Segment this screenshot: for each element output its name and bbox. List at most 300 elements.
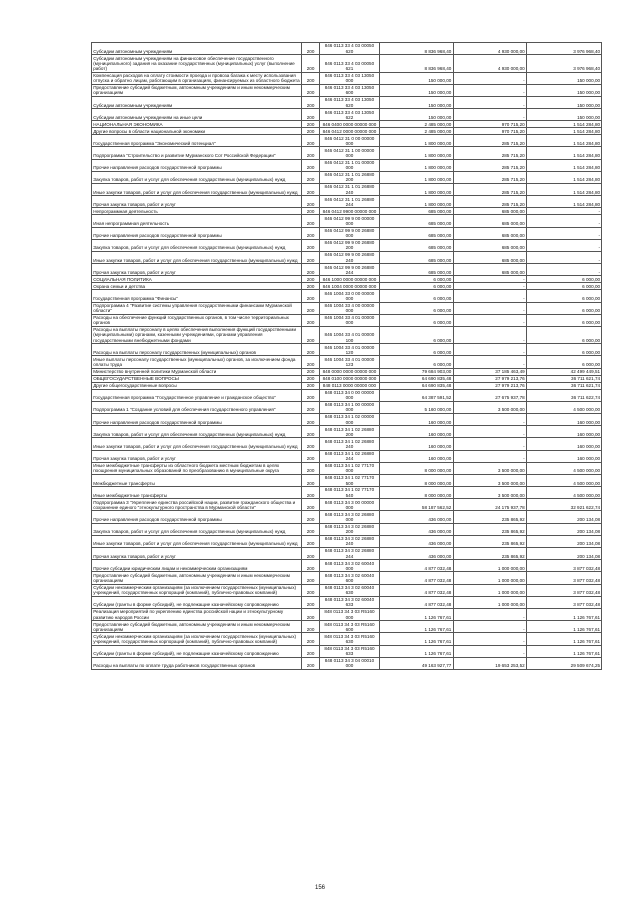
row-unexecuted-amount: 4 500 000,00 xyxy=(526,474,601,486)
row-classification-code: 848 0113 34 1 02 77170 540 xyxy=(319,487,379,499)
table-row xyxy=(92,326,602,343)
row-unexecuted-amount: - xyxy=(526,215,601,227)
table-row xyxy=(92,584,602,596)
row-unexecuted-amount: 3 877 032,48 xyxy=(526,596,601,608)
row-description: Расходы на выплаты персоналу государственных (муниципальных) органов xyxy=(92,344,302,356)
row-executed-amount: 24 175 937,78 xyxy=(453,499,526,511)
row-approved-amount: 6 000,00 xyxy=(380,344,453,356)
row-classification-code: 846 0412 31 1 01 26880 200 xyxy=(319,171,379,183)
row-approved-amount: 436 000,00 xyxy=(380,511,453,523)
row-approved-amount: 160 000,00 xyxy=(380,450,453,462)
row-unexecuted-amount: 6 000,00 xyxy=(526,314,601,326)
row-executed-amount: 27 979 213,76 xyxy=(453,382,526,389)
row-line-code: 200 xyxy=(302,645,319,657)
row-unexecuted-amount: 1 514 284,80 xyxy=(526,128,601,135)
row-classification-code: 848 0113 34 3 02 60040 600 xyxy=(319,572,379,584)
row-executed-amount: 3 500 000,00 xyxy=(453,487,526,499)
row-line-code: 200 xyxy=(302,239,319,251)
table-row xyxy=(92,84,602,96)
row-description: Субсидии автономным учреждениям xyxy=(92,43,302,55)
row-unexecuted-amount: 4 500 000,00 xyxy=(526,487,601,499)
table-row xyxy=(92,55,602,72)
table-row xyxy=(92,302,602,314)
row-executed-amount: 685 000,00 xyxy=(453,264,526,276)
table-row xyxy=(92,375,602,382)
row-line-code: 200 xyxy=(302,326,319,343)
row-unexecuted-amount: 1 514 284,80 xyxy=(526,147,601,159)
row-classification-code: 848 0113 34 3 00 00000 000 xyxy=(319,499,379,511)
table-row xyxy=(92,344,602,356)
row-line-code: 200 xyxy=(302,264,319,276)
row-classification-code: 848 0113 34 1 02 00000 000 xyxy=(319,413,379,425)
row-classification-code: 848 0113 34 0 00 00000 000 xyxy=(319,389,379,401)
table-row xyxy=(92,596,602,608)
row-unexecuted-amount: 36 711 621,74 xyxy=(526,382,601,389)
row-line-code: 200 xyxy=(302,283,319,290)
row-approved-amount: 6 000,00 xyxy=(380,276,453,283)
row-executed-amount: - xyxy=(453,314,526,326)
row-classification-code: 848 0113 34 3 02 60040 630 xyxy=(319,584,379,596)
table-row xyxy=(92,450,602,462)
row-classification-code: 848 0113 34 3 04 00010 000 xyxy=(319,657,379,669)
row-description: Закупка товаров, работ и услуг для обеспечения государственных (муниципальных) нужд xyxy=(92,426,302,438)
row-executed-amount: - xyxy=(453,326,526,343)
row-description: Закупка товаров, работ и услуг для обеспечения государственных (муниципальных) нужд xyxy=(92,239,302,251)
table-row xyxy=(92,135,602,147)
row-line-code: 200 xyxy=(302,96,319,108)
row-approved-amount: 2 485 000,00 xyxy=(380,121,453,128)
row-executed-amount: - xyxy=(453,645,526,657)
row-description: Предоставление субсидий бюджетным, автономным учреждениям и иным некоммерческим организациям xyxy=(92,84,302,96)
row-approved-amount: 436 000,00 xyxy=(380,535,453,547)
row-unexecuted-amount: 3 877 032,48 xyxy=(526,572,601,584)
row-executed-amount: 285 715,20 xyxy=(453,135,526,147)
row-classification-code: 846 0113 33 4 03 00050 621 xyxy=(319,55,379,72)
row-executed-amount: - xyxy=(453,283,526,290)
row-classification-code: 846 0400 0000 00000 000 xyxy=(319,121,379,128)
row-classification-code: 848 0113 34 3 02 26880 000 xyxy=(319,511,379,523)
row-approved-amount: 685 000,00 xyxy=(380,215,453,227)
row-executed-amount: - xyxy=(453,608,526,620)
row-approved-amount: 5 160 000,00 xyxy=(380,401,453,413)
row-approved-amount: 150 000,00 xyxy=(380,96,453,108)
row-approved-amount: 6 000,00 xyxy=(380,290,453,302)
row-description: Подпрограмма 3 "Укрепление единства российской нации, развитие гражданского общества и сохранение единого "этнокультурного пространства в Мурманской области" xyxy=(92,499,302,511)
table-row xyxy=(92,487,602,499)
row-executed-amount: - xyxy=(453,413,526,425)
row-executed-amount: - xyxy=(453,276,526,283)
row-unexecuted-amount: 4 500 000,00 xyxy=(526,462,601,474)
table-row xyxy=(92,196,602,208)
row-executed-amount: 685 000,00 xyxy=(453,215,526,227)
table-row xyxy=(92,621,602,633)
row-description: Другие вопросы в области национальной экономики xyxy=(92,128,302,135)
row-line-code: 200 xyxy=(302,596,319,608)
row-description: Другие общегосударственные вопросы xyxy=(92,382,302,389)
table-row xyxy=(92,128,602,135)
row-executed-amount: 235 865,92 xyxy=(453,523,526,535)
table-row xyxy=(92,572,602,584)
row-description: Прочие направления расходов государственной программы xyxy=(92,227,302,239)
row-description: ОБЩЕГОСУДАРСТВЕННЫЕ ВОПРОСЫ xyxy=(92,375,302,382)
row-approved-amount: 79 684 903,00 xyxy=(380,368,453,375)
row-executed-amount: 3 500 000,00 xyxy=(453,474,526,486)
row-line-code: 200 xyxy=(302,109,319,121)
row-classification-code: 848 0113 34 1 02 26880 240 xyxy=(319,438,379,450)
row-unexecuted-amount: - xyxy=(526,227,601,239)
row-line-code: 200 xyxy=(302,633,319,645)
row-unexecuted-amount: 1 126 767,61 xyxy=(526,608,601,620)
row-description: Иные закупки товаров, работ и услуг для обеспечения государственных (муниципальных) нужд xyxy=(92,535,302,547)
table-row xyxy=(92,147,602,159)
row-line-code: 200 xyxy=(302,121,319,128)
row-line-code: 200 xyxy=(302,344,319,356)
row-classification-code: 846 0113 33 4 03 13050 622 xyxy=(319,109,379,121)
row-classification-code: 846 0113 33 4 03 13050 600 xyxy=(319,84,379,96)
row-approved-amount: 6 000,00 xyxy=(380,326,453,343)
row-description: Подпрограмма "Строительство и развитие Мурманского Сот Российской Федерации" xyxy=(92,147,302,159)
row-description: Субсидии некоммерческим организациям (за исключением государственных (муниципальных) учреждений, государственных корпораций (компаний), публично-правовых компаний) xyxy=(92,584,302,596)
row-line-code: 200 xyxy=(302,499,319,511)
table-row xyxy=(92,227,602,239)
row-unexecuted-amount: 4 500 000,00 xyxy=(526,401,601,413)
row-classification-code: 848 0113 34 3 03 R5160 600 xyxy=(319,621,379,633)
row-line-code: 200 xyxy=(302,375,319,382)
table-row xyxy=(92,548,602,560)
row-unexecuted-amount: 160 000,00 xyxy=(526,426,601,438)
table-row xyxy=(92,438,602,450)
row-unexecuted-amount: 3 976 968,40 xyxy=(526,43,601,55)
row-unexecuted-amount: 1 514 284,80 xyxy=(526,184,601,196)
row-approved-amount: 8 836 968,40 xyxy=(380,43,453,55)
table-row xyxy=(92,413,602,425)
row-approved-amount: 6 000,00 xyxy=(380,302,453,314)
row-approved-amount: 150 000,00 xyxy=(380,72,453,84)
row-line-code: 200 xyxy=(302,184,319,196)
row-executed-amount: 1 000 000,00 xyxy=(453,584,526,596)
row-description: Субсидии (гранты в форме субсидий), не подлежащие казначейскому сопровождению xyxy=(92,645,302,657)
row-executed-amount: - xyxy=(453,109,526,121)
row-description: Расходы на выплаты персоналу в целях обеспечения выполнения функций государственными (муниципальными) органами, казенными учреждениями, органами управления государственными внебюджетными фондами xyxy=(92,326,302,343)
row-executed-amount: 685 000,00 xyxy=(453,227,526,239)
row-unexecuted-amount: - xyxy=(526,239,601,251)
row-unexecuted-amount: 29 509 674,25 xyxy=(526,657,601,669)
row-unexecuted-amount: 3 877 032,48 xyxy=(526,560,601,572)
row-executed-amount: - xyxy=(453,344,526,356)
row-classification-code: 846 0412 99 9 00 26880 244 xyxy=(319,264,379,276)
row-line-code: 200 xyxy=(302,608,319,620)
table-row xyxy=(92,511,602,523)
row-unexecuted-amount: 6 000,00 xyxy=(526,302,601,314)
row-classification-code: 846 0412 31 0 00 00000 000 xyxy=(319,135,379,147)
row-line-code: 200 xyxy=(302,128,319,135)
row-unexecuted-amount: 6 000,00 xyxy=(526,283,601,290)
row-unexecuted-amount: 160 000,00 xyxy=(526,438,601,450)
row-line-code: 200 xyxy=(302,251,319,263)
row-unexecuted-amount: 6 000,00 xyxy=(526,344,601,356)
row-approved-amount: 436 000,00 xyxy=(380,523,453,535)
row-approved-amount: 4 877 032,48 xyxy=(380,572,453,584)
row-executed-amount: 4 930 000,00 xyxy=(453,43,526,55)
row-classification-code: 848 0113 34 3 02 26880 244 xyxy=(319,548,379,560)
row-approved-amount: 4 877 032,48 xyxy=(380,584,453,596)
row-description: Иные межбюджетные трансферты из областного бюджета местным бюджетам в целях поощрения муниципальных образований по преобразованию в муниципальные округа xyxy=(92,462,302,474)
row-executed-amount: - xyxy=(453,96,526,108)
row-executed-amount: - xyxy=(453,84,526,96)
row-description: Иные закупки товаров, работ и услуг для обеспечения государственных (муниципальных) нужд xyxy=(92,184,302,196)
row-executed-amount: - xyxy=(453,356,526,368)
table-row xyxy=(92,215,602,227)
row-classification-code: 846 0412 31 1 01 26880 244 xyxy=(319,196,379,208)
row-line-code: 200 xyxy=(302,196,319,208)
row-description: Охрана семьи и детства xyxy=(92,283,302,290)
row-approved-amount: 1 126 767,61 xyxy=(380,633,453,645)
row-line-code: 200 xyxy=(302,276,319,283)
row-approved-amount: 64 690 835,48 xyxy=(380,382,453,389)
row-unexecuted-amount: 1 514 284,80 xyxy=(526,159,601,171)
row-classification-code: 846 0412 31 1 01 00000 000 xyxy=(319,159,379,171)
row-approved-amount: 1 800 000,00 xyxy=(380,159,453,171)
table-row xyxy=(92,401,602,413)
row-classification-code: 846 0412 99 9 00 26880 000 xyxy=(319,227,379,239)
row-line-code: 200 xyxy=(302,572,319,584)
row-approved-amount: 1 800 000,00 xyxy=(380,135,453,147)
table-row xyxy=(92,633,602,645)
row-unexecuted-amount: 1 126 767,61 xyxy=(526,621,601,633)
row-description: Прочая закупка товаров, работ и услуг xyxy=(92,264,302,276)
row-description: Предоставление субсидий бюджетным, автономным учреждениям и иным некоммерческим организациям xyxy=(92,621,302,633)
row-description: Иная непрограммная деятельность xyxy=(92,215,302,227)
row-description: Иные выплаты персоналу государственных (муниципальных) органов, за исключением фонда оплаты труда xyxy=(92,356,302,368)
table-row xyxy=(92,159,602,171)
row-unexecuted-amount: 1 514 284,80 xyxy=(526,135,601,147)
row-unexecuted-amount: 1 514 284,80 xyxy=(526,121,601,128)
row-line-code: 200 xyxy=(302,401,319,413)
row-classification-code: 848 0113 0000 00000 000 xyxy=(319,382,379,389)
row-executed-amount: - xyxy=(453,633,526,645)
row-unexecuted-amount: 36 711 621,74 xyxy=(526,375,601,382)
row-line-code: 200 xyxy=(302,208,319,215)
row-classification-code: 846 0412 99 9 00 26880 240 xyxy=(319,251,379,263)
row-line-code: 200 xyxy=(302,450,319,462)
table-row xyxy=(92,657,602,669)
row-unexecuted-amount: 200 134,08 xyxy=(526,548,601,560)
row-approved-amount: 4 877 032,48 xyxy=(380,560,453,572)
row-unexecuted-amount: 3 877 032,48 xyxy=(526,584,601,596)
row-classification-code: 848 0113 34 3 03 R5160 630 xyxy=(319,633,379,645)
row-executed-amount: 285 715,20 xyxy=(453,147,526,159)
table-row xyxy=(92,368,602,375)
row-executed-amount: 1 000 000,00 xyxy=(453,596,526,608)
row-approved-amount: 8 000 000,00 xyxy=(380,487,453,499)
table-row xyxy=(92,523,602,535)
row-executed-amount: 685 000,00 xyxy=(453,208,526,215)
row-classification-code: 846 0412 31 1 01 26880 240 xyxy=(319,184,379,196)
row-description: Компенсация расходов на оплату стоимости проезда и провоза багажа к месту использования отпуска и обратно лицам, работающим в организациях, финансируемых из областного бюджета xyxy=(92,72,302,84)
row-description: НАЦИОНАЛЬНАЯ ЭКОНОМИКА xyxy=(92,121,302,128)
row-line-code: 200 xyxy=(302,227,319,239)
row-description: СОЦИАЛЬНАЯ ПОЛИТИКА xyxy=(92,276,302,283)
row-approved-amount: 4 877 032,48 xyxy=(380,596,453,608)
row-description: Прочие субсидии юридическим лицам и некоммерческим организациям xyxy=(92,560,302,572)
row-approved-amount: 685 000,00 xyxy=(380,227,453,239)
row-description: Министерство внутренней политики Мурманской области xyxy=(92,368,302,375)
row-description: Межбюджетные трансферты xyxy=(92,474,302,486)
row-classification-code: 846 0412 99 9 00 00000 000 xyxy=(319,215,379,227)
row-executed-amount: - xyxy=(453,72,526,84)
row-approved-amount: 685 000,00 xyxy=(380,251,453,263)
row-description: Непрограммная деятельность xyxy=(92,208,302,215)
row-executed-amount: - xyxy=(453,302,526,314)
row-description: Субсидии автономным учреждениям xyxy=(92,96,302,108)
row-approved-amount: 160 000,00 xyxy=(380,413,453,425)
row-description: Прочая закупка товаров, работ и услуг xyxy=(92,196,302,208)
row-unexecuted-amount: 160 000,00 xyxy=(526,413,601,425)
row-description: Прочие направления расходов государственной программы xyxy=(92,159,302,171)
row-line-code: 200 xyxy=(302,560,319,572)
row-executed-amount: 19 653 253,52 xyxy=(453,657,526,669)
row-unexecuted-amount: - xyxy=(526,251,601,263)
row-unexecuted-amount: 6 000,00 xyxy=(526,290,601,302)
row-approved-amount: 160 000,00 xyxy=(380,426,453,438)
row-unexecuted-amount: 1 126 767,61 xyxy=(526,645,601,657)
row-classification-code: 846 1004 0000 00000 000 xyxy=(319,283,379,290)
row-description: Государственная программа "Экономический потенциал" xyxy=(92,135,302,147)
row-line-code: 200 xyxy=(302,356,319,368)
row-approved-amount: 2 485 000,00 xyxy=(380,128,453,135)
row-line-code: 200 xyxy=(302,43,319,55)
row-line-code: 200 xyxy=(302,426,319,438)
row-unexecuted-amount: 42 499 449,51 xyxy=(526,368,601,375)
row-line-code: 200 xyxy=(302,171,319,183)
row-approved-amount: 1 126 767,61 xyxy=(380,621,453,633)
row-approved-amount: 685 000,00 xyxy=(380,264,453,276)
row-line-code: 200 xyxy=(302,487,319,499)
table-row xyxy=(92,283,602,290)
row-line-code: 200 xyxy=(302,290,319,302)
row-executed-amount: 685 000,00 xyxy=(453,251,526,263)
row-executed-amount: 970 715,20 xyxy=(453,128,526,135)
row-line-code: 200 xyxy=(302,84,319,96)
table-row xyxy=(92,290,602,302)
table-row xyxy=(92,426,602,438)
row-classification-code: 846 1004 33 4 01 00000 123 xyxy=(319,356,379,368)
row-description: Субсидии (гранты в форме субсидий), не подлежащие казначейскому сопровождению xyxy=(92,596,302,608)
row-approved-amount: 150 000,00 xyxy=(380,109,453,121)
row-description: Закупка товаров, работ и услуг для обеспечения государственных (муниципальных) нужд xyxy=(92,171,302,183)
row-line-code: 200 xyxy=(302,548,319,560)
table-row xyxy=(92,121,602,128)
row-unexecuted-amount: 3 976 968,40 xyxy=(526,55,601,72)
row-line-code: 200 xyxy=(302,511,319,523)
row-description: Иные межбюджетные трансферты xyxy=(92,487,302,499)
row-classification-code: 848 0113 34 1 02 26880 200 xyxy=(319,426,379,438)
table-row xyxy=(92,276,602,283)
row-classification-code: 848 0113 34 3 03 R5160 000 xyxy=(319,608,379,620)
row-classification-code: 846 1004 33 4 00 00000 000 xyxy=(319,302,379,314)
row-description: Субсидии некоммерческим организациям (за исключением государственных (муниципальных) учреждений, государственных корпораций (компаний), публично-правовых компаний) xyxy=(92,633,302,645)
row-classification-code: 848 0113 34 1 02 77170 000 xyxy=(319,462,379,474)
row-executed-amount: 235 865,92 xyxy=(453,535,526,547)
row-description: Прочая закупка товаров, работ и услуг xyxy=(92,450,302,462)
row-description: Расходы на выплаты по оплате труда работников государственных органов xyxy=(92,657,302,669)
row-classification-code: 848 0113 34 1 02 26880 244 xyxy=(319,450,379,462)
row-executed-amount: - xyxy=(453,450,526,462)
row-description: Субсидии автономным учреждениям на финансовое обеспечение государственного (муниципального) задания на оказание государственных (муниципальных) услуг (выполнение работ) xyxy=(92,55,302,72)
row-description: Прочие направления расходов государственной программы xyxy=(92,413,302,425)
row-approved-amount: 6 000,00 xyxy=(380,314,453,326)
row-approved-amount: 1 800 000,00 xyxy=(380,196,453,208)
row-approved-amount: 150 000,00 xyxy=(380,84,453,96)
row-executed-amount: 27 979 213,76 xyxy=(453,375,526,382)
row-executed-amount: 285 715,20 xyxy=(453,184,526,196)
row-classification-code: 848 0100 0000 00000 000 xyxy=(319,375,379,382)
row-executed-amount: - xyxy=(453,438,526,450)
row-unexecuted-amount: 200 134,08 xyxy=(526,535,601,547)
row-approved-amount: 49 163 927,77 xyxy=(380,657,453,669)
row-description: Предоставление субсидий бюджетным, автономным учреждениям и иным некоммерческим организациям xyxy=(92,572,302,584)
table-row xyxy=(92,382,602,389)
row-classification-code: 846 0412 31 1 00 00000 000 xyxy=(319,147,379,159)
row-executed-amount: 27 675 937,78 xyxy=(453,389,526,401)
row-approved-amount: 1 126 767,61 xyxy=(380,645,453,657)
row-description: Расходы на обеспечение функций государственных органов, в том числе территориальных органов xyxy=(92,314,302,326)
row-approved-amount: 685 000,00 xyxy=(380,208,453,215)
row-unexecuted-amount: 36 711 622,74 xyxy=(526,389,601,401)
row-unexecuted-amount: 6 000,00 xyxy=(526,356,601,368)
row-executed-amount: 685 000,00 xyxy=(453,239,526,251)
row-line-code: 200 xyxy=(302,147,319,159)
row-line-code: 200 xyxy=(302,55,319,72)
row-executed-amount: 3 500 000,00 xyxy=(453,462,526,474)
row-unexecuted-amount: 1 514 284,80 xyxy=(526,171,601,183)
row-description: Прочие направления расходов государственной программы xyxy=(92,511,302,523)
row-approved-amount: 1 126 767,61 xyxy=(380,608,453,620)
row-description: Иные закупки товаров, работ и услуг для обеспечения государственных (муниципальных) нужд xyxy=(92,251,302,263)
row-executed-amount: 3 500 000,00 xyxy=(453,401,526,413)
table-row xyxy=(92,356,602,368)
row-classification-code: 846 1004 33 4 01 00000 000 xyxy=(319,314,379,326)
table-row xyxy=(92,462,602,474)
table-row xyxy=(92,184,602,196)
row-unexecuted-amount: 1 514 284,80 xyxy=(526,196,601,208)
row-line-code: 200 xyxy=(302,413,319,425)
row-approved-amount: 436 000,00 xyxy=(380,548,453,560)
row-line-code: 200 xyxy=(302,135,319,147)
row-unexecuted-amount: 6 000,00 xyxy=(526,326,601,343)
table-row xyxy=(92,535,602,547)
row-line-code: 200 xyxy=(302,215,319,227)
row-executed-amount: 235 865,92 xyxy=(453,511,526,523)
row-executed-amount: 285 715,20 xyxy=(453,196,526,208)
table-row xyxy=(92,608,602,620)
row-approved-amount: 160 000,00 xyxy=(380,438,453,450)
row-unexecuted-amount: 150 000,00 xyxy=(526,96,601,108)
table-row xyxy=(92,264,602,276)
row-line-code: 200 xyxy=(302,523,319,535)
row-executed-amount: 235 865,92 xyxy=(453,548,526,560)
table-body xyxy=(92,43,602,670)
row-approved-amount: 1 800 000,00 xyxy=(380,147,453,159)
row-line-code: 200 xyxy=(302,438,319,450)
row-unexecuted-amount: - xyxy=(526,264,601,276)
row-description: Прочая закупка товаров, работ и услуг xyxy=(92,548,302,560)
row-line-code: 200 xyxy=(302,314,319,326)
row-executed-amount: - xyxy=(453,621,526,633)
row-approved-amount: 1 800 000,00 xyxy=(380,184,453,196)
row-unexecuted-amount: 1 126 767,61 xyxy=(526,633,601,645)
row-line-code: 200 xyxy=(302,474,319,486)
